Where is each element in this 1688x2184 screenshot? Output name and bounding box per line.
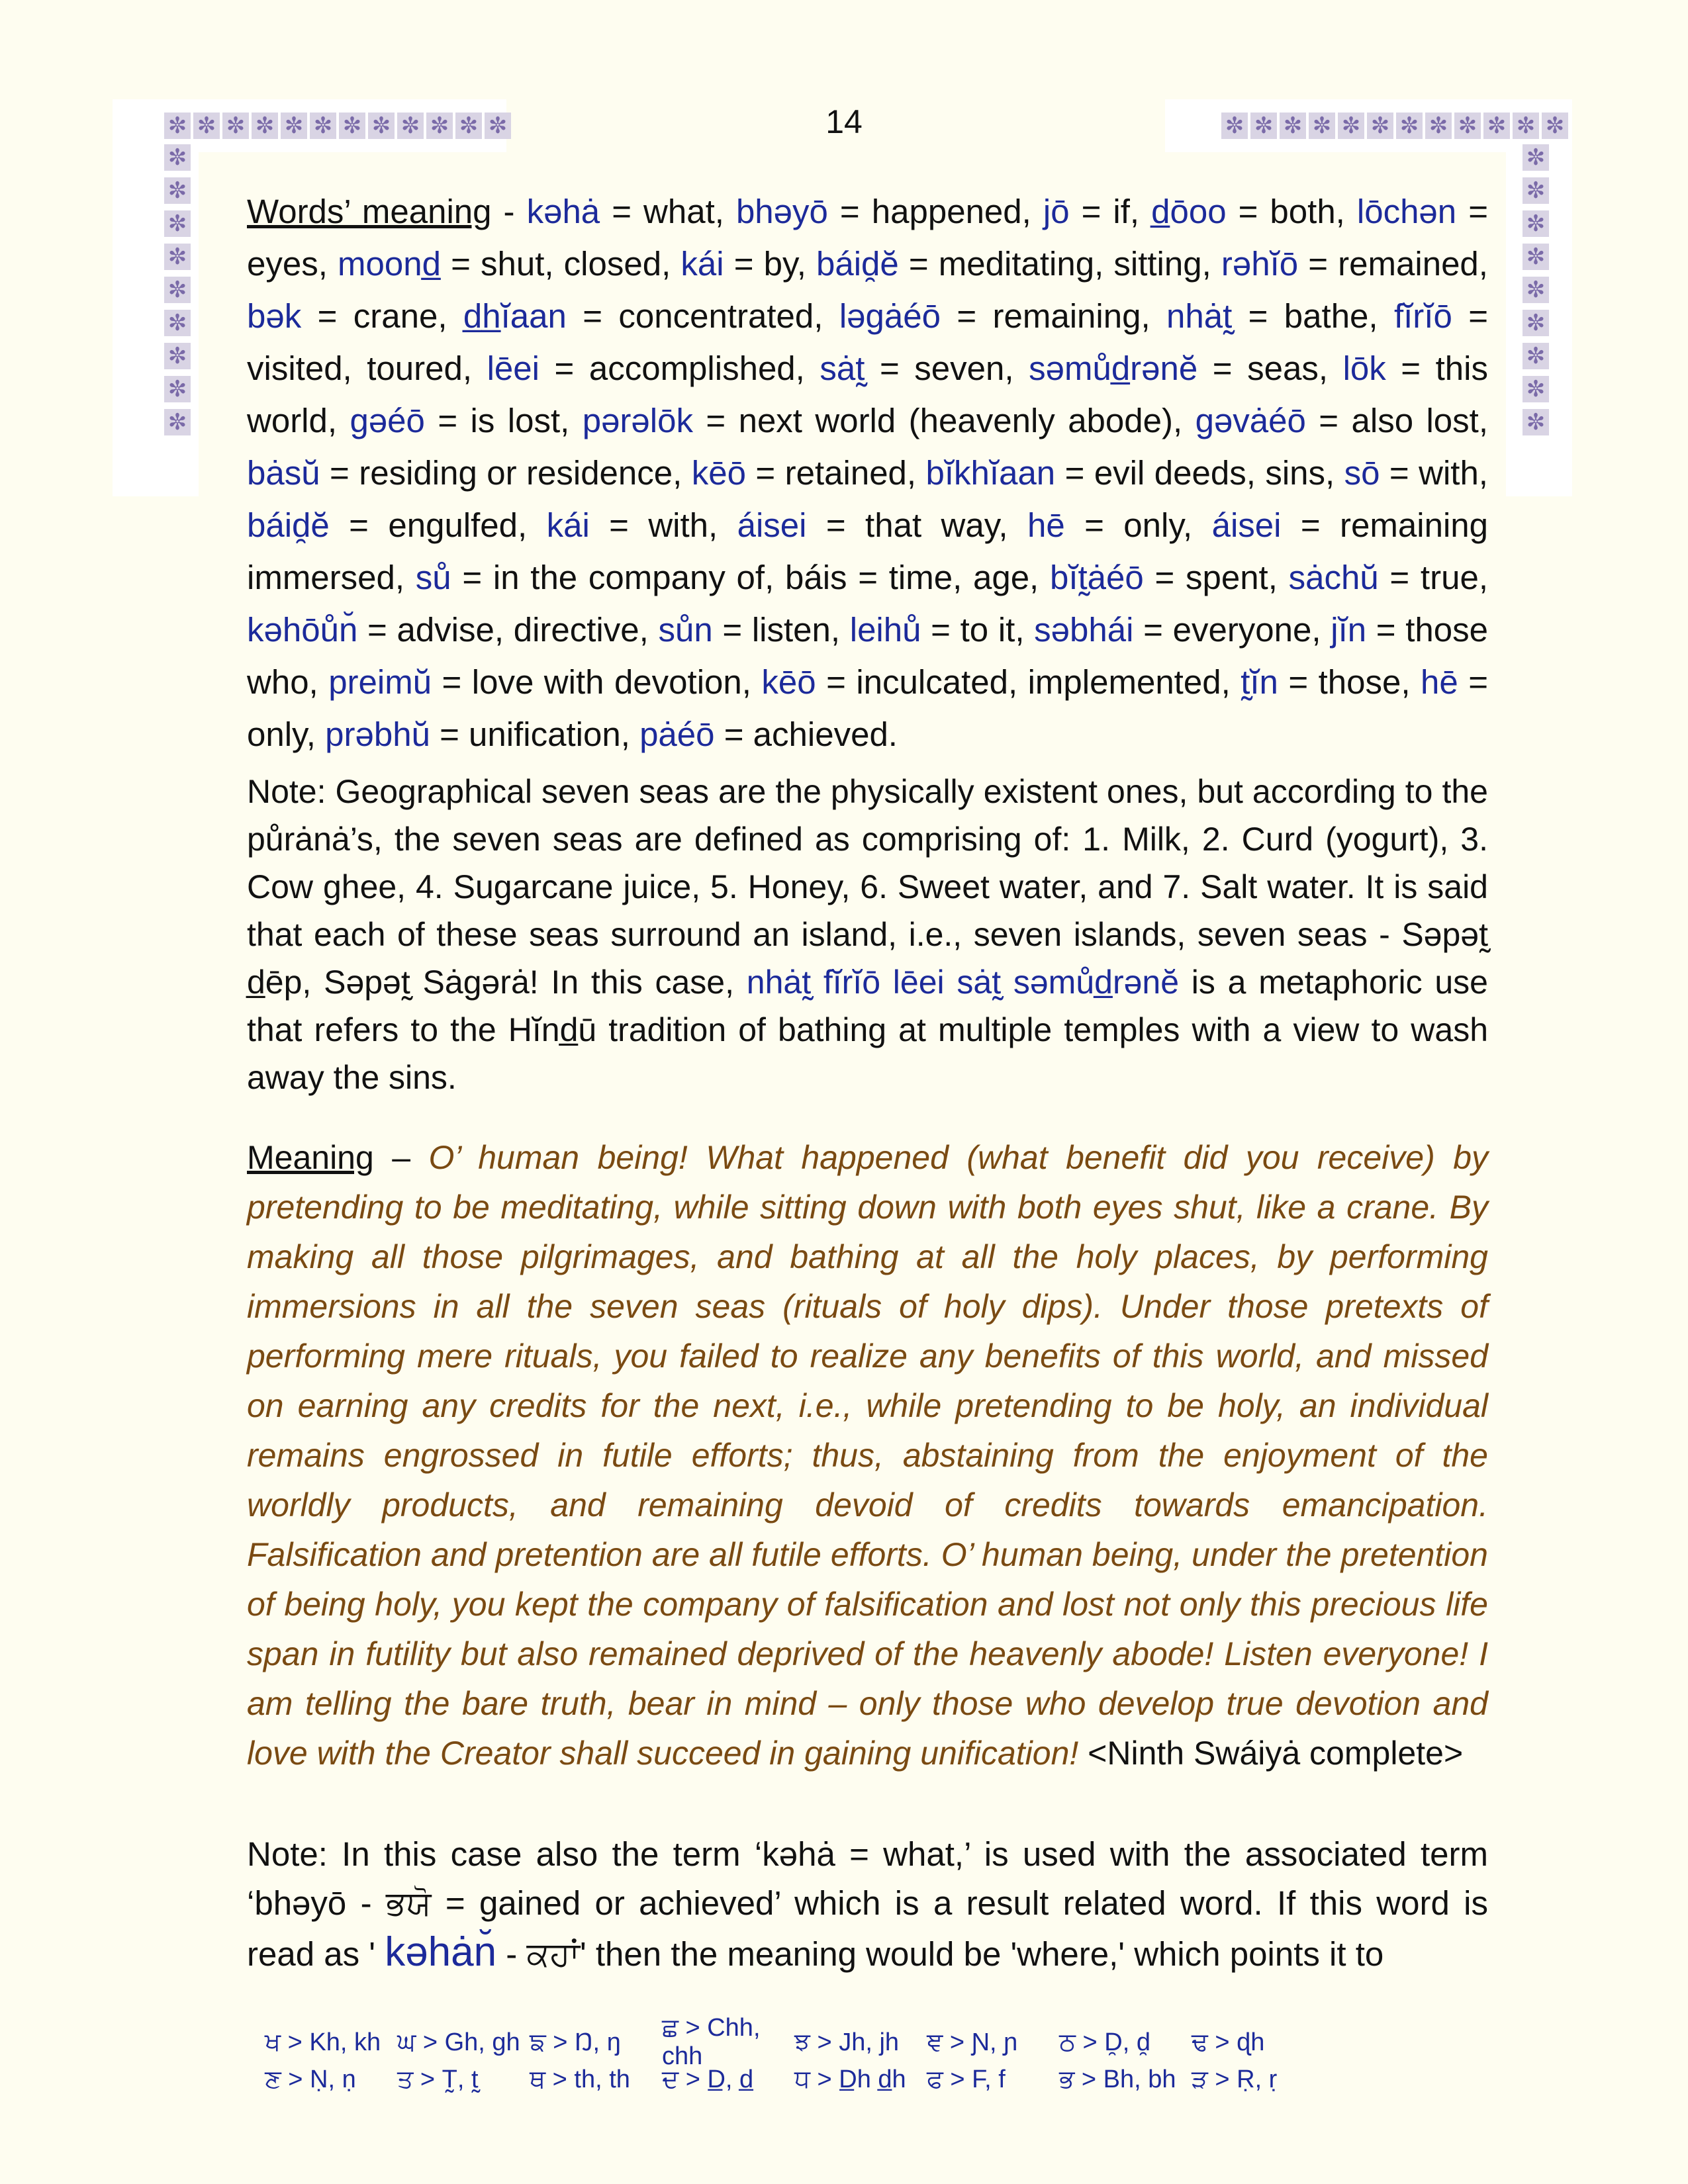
flower-ornament-icon: ✼ [426,113,453,139]
glossary-term: sȧchŭ [1288,559,1379,596]
glossary-term: sȧt̰ [820,349,865,387]
flower-ornament-icon: ✼ [164,343,191,369]
glossary-term: hē [1027,506,1065,544]
meaning-paragraph [247,1133,1488,1778]
glossary-term: fĭrĭō [1393,297,1452,335]
flower-ornament-icon: ✼ [1542,113,1568,139]
glossary-term: preimŭ [328,663,432,701]
glossary-term: d̲h̲ĭaan [463,297,567,335]
note-seven-seas-text: Note: Geographical seven seas are the physically existent ones, but according to the půrȧnȧ’s, the seven seas are defined as comprising of: 1. Milk, 2. Curd (yogurt), 3. Cow ghee, 4. Sugarcane juice, 5. Honey, 6. Sweet water, and 7. Salt water. It is said that each of these seas surround an island, i.e., seven islands, seven seas - Səpət̰ d̲ēp, Səpət̰ Sȧgərȧ! In this case, [247,773,1488,1001]
glossary-definition: = listen, [712,611,850,649]
transliteration-entry: ਞ > Ɲ, ɲ [927,2028,1018,2056]
glossary-term: t̰ĭn [1241,663,1278,701]
transliteration-entry: ੜ > Ṛ, ṛ [1192,2065,1278,2093]
flower-ornament-icon: ✼ [455,113,482,139]
glossary-term: sō [1344,454,1380,492]
glossary-term: kəhȧ [526,193,600,230]
transliteration-entry: ਠ > D̯, d̯ [1059,2028,1150,2056]
glossary-term: lōchən [1356,193,1457,230]
flower-ornament-icon: ✼ [164,177,191,204]
transliteration-row-2 [265,2061,1456,2098]
glossary-definition: = visited, toured, [247,297,1488,387]
words-meaning-heading: Words’ meaning [247,193,492,230]
glossary-definition: = both, [1226,193,1357,230]
transliteration-entry: ਘ > Gh, gh [397,2028,520,2056]
glossary-term: jō [1043,193,1070,230]
glossary-term: kēō [691,454,746,492]
transliteration-row-1 [265,2014,1456,2070]
glossary-definition: = with, [1380,454,1488,492]
glossary-term: bhəyō [735,193,828,230]
flower-ornament-icon: ✼ [164,376,191,402]
transliteration-entry: ਧ > D̲h d̲h [794,2065,906,2093]
glossary-term: sů [415,559,451,596]
glossary-definition: = by, [724,245,816,283]
transliteration-entry: ਦ > D̲, d̲ [662,2065,754,2093]
glossary-term: moond̲ [338,245,441,283]
note-kaha [247,1830,1488,1979]
glossary-definition: = spent, [1143,559,1289,596]
flower-ornament-icon: ✼ [164,210,191,237]
flower-ornament-icon: ✼ [281,113,307,139]
transliteration-entry: ਖ > Kh, kh [265,2028,381,2056]
glossary-definition: = seven, [865,349,1029,387]
note-kaha-text-end: - ਕਹਾਂ' then the meaning would be 'where,' which points it to [496,1935,1384,1973]
flower-ornament-icon: ✼ [164,113,191,139]
glossary-term: bȧsŭ [247,454,320,492]
glossary-definition: = is lost, [424,402,583,439]
glossary-term: ləgȧéō [839,297,941,335]
flower-ornament-icon: ✼ [164,310,191,336]
note-kaha-term: kəhȧn̆ [385,1929,497,1975]
glossary-term: nhȧt̰ [1166,297,1233,335]
glossary-definition: = remaining, [940,297,1166,335]
glossary-definition: = to it, [921,611,1035,649]
meaning-text: O’ human being! What happened (what benefit did you receive) by pretending to be meditating, while sitting down with both eyes shut, like a crane. By making all those pilgrimages, and bathing at all the holy places, by performing immersions in all the seven seas (rituals of holy dips). Under those pretexts of performing mere rituals, you failed to realize any benefits of this world, and missed on earning any credits for the next, i.e., while pretending to be holy, an individual remains engrossed in futile efforts; thus, abstaining from the enjoyment of the worldly products, and remaining devoid of credits towards emancipation. Falsification and pretention are all futile efforts. O’ human being, under the pretention of being holy, you kept the company of falsification and lost not only this precious life span in futility but also remained deprived of the heavenly abode! Listen everyone! I am telling the bare truth, bear in mind – only those who develop true devotion and love with the Creator shall succeed in gaining unification! [247,1139,1489,1772]
glossary-definition: = remained, [1298,245,1488,283]
transliteration-entry: ਙ > Ŋ, ŋ [530,2028,621,2056]
glossary-term: leihů [849,611,921,649]
flower-ornament-icon: ✼ [1483,113,1510,139]
transliteration-entry: ਫ > F, f [927,2065,1006,2093]
transliteration-entry: ਣ > Ṇ, ṇ [265,2065,356,2093]
glossary-term: rəhĭō [1221,245,1299,283]
glossary-definition: = bathe, [1232,297,1394,335]
glossary-definition: = this world, [247,349,1488,439]
glossary-definition: = only, [1064,506,1212,544]
meaning-heading: Meaning [247,1139,374,1176]
glossary-definition: = love with devotion, [432,663,762,701]
glossary-definition: = everyone, [1133,611,1331,649]
flower-ornament-icon: ✼ [164,277,191,303]
flower-ornament-icon: ✼ [1523,177,1549,204]
transliteration-entry: ਝ > Jh, jh [794,2028,900,2056]
glossary-definition: = residing or residence, [320,454,692,492]
glossary-term: prəbhŭ [325,715,430,753]
flower-ornament-icon: ✼ [1367,113,1393,139]
glossary-definition: = only, [247,663,1488,753]
flower-ornament-icon: ✼ [1523,343,1549,369]
glossary-term: báid̯ĕ [816,245,899,283]
flower-ornament-icon: ✼ [1221,113,1248,139]
glossary-definition: = accomplished, [539,349,820,387]
glossary-definition: = engulfed, [329,506,547,544]
flower-ornament-icon: ✼ [222,113,249,139]
glossary-definition: = meditating, sitting, [898,245,1221,283]
glossary-term: pȧéō [639,715,715,753]
meaning-tail: <Ninth Swáiyȧ complete> [1078,1735,1464,1772]
meaning-dash: – [373,1139,429,1176]
glossary-definition: = concentrated, [566,297,839,335]
flower-ornament-icon: ✼ [164,144,191,171]
flower-ornament-icon: ✼ [252,113,278,139]
glossary-term: lōk [1342,349,1386,387]
glossary-term: kəhōůn̆ [247,611,358,649]
flower-ornament-icon: ✼ [310,113,336,139]
transliteration-entry: ਭ > Bh, bh [1059,2065,1176,2093]
glossary-term: sůn [658,611,713,649]
glossary-term: bĭt̰ȧéō [1049,559,1144,596]
transliteration-entry: ਤ > T̰, t̰ [397,2065,479,2093]
glossary-term: gəéō [350,402,425,439]
glossary-entries [247,193,1488,753]
glossary-definition: = eyes, [247,193,1488,283]
flower-ornament-icon: ✼ [1280,113,1306,139]
glossary-definition: = what, [600,193,736,230]
glossary-definition: = retained, [745,454,926,492]
glossary-term: gəvȧéō [1195,402,1306,439]
flower-ornament-icon: ✼ [1309,113,1335,139]
ornament-border-top-right [1221,113,1568,139]
flower-ornament-icon: ✼ [339,113,365,139]
glossary-term: kái [546,506,590,544]
glossary-definition: = inculcated, implemented, [816,663,1241,701]
glossary-term: d̲ōoo [1151,193,1227,230]
glossary-definition: = happened, [827,193,1043,230]
glossary-term: bək [247,297,302,335]
glossary-definition: = those, [1278,663,1421,701]
transliteration-key [265,2014,1456,2098]
transliteration-entry: ਥ > th, th [530,2065,630,2093]
glossary-definition: = remaining immersed, [247,506,1489,596]
glossary-definition: = crane, [301,297,463,335]
glossary-term: áisei [1211,506,1282,544]
glossary-definition: = in the company of, báis = time, age, [451,559,1050,596]
flower-ornament-icon: ✼ [368,113,395,139]
ornament-border-left [164,144,191,435]
glossary-definition: = that way, [806,506,1027,544]
glossary-definition: = advise, directive, [357,611,659,649]
flower-ornament-icon: ✼ [1454,113,1481,139]
flower-ornament-icon: ✼ [1250,113,1277,139]
glossary-term: səmůd̲rənĕ [1029,349,1198,387]
glossary-term: kái [680,245,724,283]
ornament-border-right [1523,144,1549,435]
flower-ornament-icon: ✼ [1523,244,1549,270]
note-kaha-text: Note: In this case also the term ‘kəhȧ = what,’ is used with the associated term ‘bhəyō - ਭਯੋ = gained or achieved’ which is a result related word. If this word is read as ' [247,1835,1488,1973]
glossary-definition: = if, [1069,193,1152,230]
glossary-definition: = shut, closed, [440,245,681,283]
flower-ornament-icon: ✼ [1523,277,1549,303]
note-seven-seas [247,768,1488,1101]
note-seven-seas-text-end: is a metaphoric use that refers to the Hĭnd̲ū tradition of bathing at multiple temples with a view to wash away the sins. [247,964,1488,1096]
glossary-term: áisei [737,506,807,544]
transliteration-entry: ਢ > ɖh [1192,2028,1265,2056]
words-meaning-paragraph [247,185,1488,760]
note-seven-seas-term: nhȧt̰ fĭrĭō lēei sȧt̰ səmůd̲rənĕ [746,964,1180,1001]
glossary-definition: = seas, [1197,349,1343,387]
glossary-definition: = also lost, [1305,402,1488,439]
glossary-definition: = evil deeds, sins, [1055,454,1344,492]
flower-ornament-icon: ✼ [164,409,191,435]
flower-ornament-icon: ✼ [1523,376,1549,402]
flower-ornament-icon: ✼ [1396,113,1423,139]
transliteration-entry: ਛ > Chh, chh [662,2014,761,2070]
glossary-definition: = achieved. [714,715,898,753]
glossary-definition: = with, [589,506,737,544]
glossary-term: səbhái [1034,611,1134,649]
words-meaning-separator: - [491,193,527,230]
glossary-term: hē [1421,663,1458,701]
flower-ornament-icon: ✼ [1523,210,1549,237]
glossary-definition: = unification, [430,715,640,753]
ornament-border-top-left [164,113,511,139]
glossary-term: jĭn [1331,611,1367,649]
flower-ornament-icon: ✼ [1425,113,1452,139]
page-number: 14 [825,103,863,140]
glossary-term: báid̯ĕ [247,506,330,544]
flower-ornament-icon: ✼ [397,113,424,139]
glossary-term: pərəlōk [582,402,693,439]
flower-ornament-icon: ✼ [193,113,220,139]
glossary-term: bĭkhĭaan [925,454,1056,492]
flower-ornament-icon: ✼ [485,113,511,139]
flower-ornament-icon: ✼ [1523,409,1549,435]
glossary-definition: = those who, [247,611,1488,701]
flower-ornament-icon: ✼ [1523,144,1549,171]
flower-ornament-icon: ✼ [1338,113,1364,139]
glossary-term: lēei [487,349,539,387]
flower-ornament-icon: ✼ [164,244,191,270]
glossary-term: kēō [761,663,816,701]
flower-ornament-icon: ✼ [1513,113,1539,139]
flower-ornament-icon: ✼ [1523,310,1549,336]
glossary-definition: = next world (heavenly abode), [692,402,1196,439]
glossary-definition: = true, [1378,559,1488,596]
